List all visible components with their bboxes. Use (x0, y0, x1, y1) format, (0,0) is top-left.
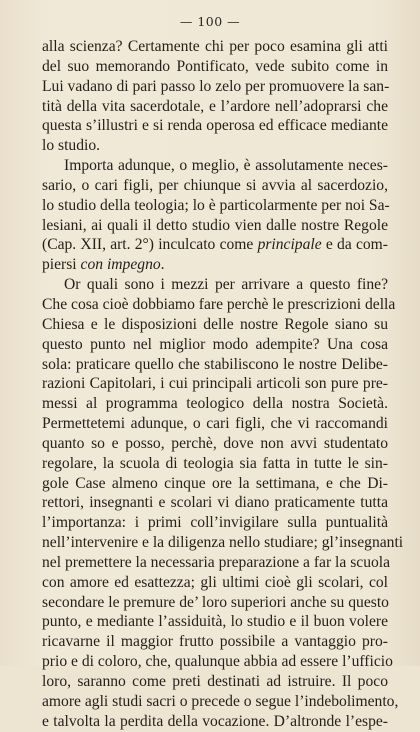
text-line: rettori, insegnanti e scolari vi diano praticamente tutta (42, 494, 388, 512)
page-number: — 100 — (179, 14, 241, 29)
text-line: Chiesa e le disposizioni delle nostre Regole siano su (42, 315, 388, 333)
text-line: Permettetemi adunque, o cari figli, che vi raccomandi (42, 415, 388, 433)
text-line: nel premettere la necessaria preparazione a far la scuola (42, 553, 391, 571)
text-line: lesiani, ai quali il detto studio vien dalle nostre Regole (42, 216, 388, 234)
text-line: sario, o cari figli, per chiunque si avvia al sacerdozio, (42, 176, 388, 194)
text-line: Che cosa cioè dobbiamo fare perchè le prescrizioni della (42, 295, 396, 313)
text-run: piersi (42, 256, 81, 274)
text-line: messi al programma teologico della nostra Società. (42, 395, 388, 413)
italic-term: con impegno (80, 256, 161, 274)
text-line: del suo memorando Pontificato, vede subito come in (42, 57, 388, 75)
text-line: quanto so e posso, perchè, dove non avvi studentato (42, 434, 388, 452)
text-line: prio e di coloro, che, qualunque abbia ad essere l’ufficio (42, 653, 393, 671)
text-line: questo punto nel miglior modo adempite? Una cosa (42, 335, 388, 353)
text-line: lo studio. (42, 137, 101, 155)
text-line: lo studio della teologia; lo è particolarmente per noi Sa- (42, 196, 390, 214)
text-line: Lui vadano di pari passo lo zelo per promuovere la san- (42, 77, 390, 95)
text-line: amore agli studi sacri o precede o segue l’indebolimento, (42, 692, 399, 710)
text-run: . (160, 256, 165, 274)
body-text (42, 37, 404, 732)
text-line: questa s’illustri e si renda operosa ed efficace mediante (42, 117, 388, 135)
text-line: l’importanza: i primi coll’invigilare sulla puntualità (42, 514, 388, 532)
text-line: con amore ed esattezza; gli ultimi cioè gli scolari, col (42, 573, 388, 591)
text-line: tità della vita sacerdotale, e l’ardore nell’adoprarsi che (42, 97, 388, 115)
text-line: alla scienza? Certamente chi per poco esamina gli atti (42, 38, 388, 55)
text-line: gole Case almeno cinque ore la settimana, e che Di- (42, 474, 388, 492)
text-line-mixed (42, 255, 388, 275)
text-line: loro, saranno come preti destinati ad istruire. Il poco (42, 673, 388, 690)
text-line: nell’intervenire e la diligenza nello studiare; gl’insegnanti (42, 534, 404, 552)
text-line: Or quali sono i mezzi per arrivare a questo fine? (64, 276, 388, 294)
text-line-mixed (42, 235, 388, 255)
text-run: e da com- (321, 236, 389, 254)
text-line: e talvolta la perdita della vocazione. D’altronde l’espe- (42, 712, 388, 730)
text-line: ricavarne il maggior frutto possibile a vantaggio pro- (42, 633, 388, 651)
italic-term: principale (257, 236, 322, 254)
text-line: Importa adunque, o meglio, è assolutamente neces- (64, 157, 388, 175)
text-line: razioni Capitolari, i cui principali articoli son pure pre- (42, 375, 388, 393)
text-line: sola: praticare quello che stabiliscono le nostre Delibe- (42, 355, 388, 373)
text-run: (Cap. XII, art. 2°) inculcato come (42, 236, 258, 254)
text-line: regolare, la scuola di teologia sia fatta in tutte le sin- (42, 454, 388, 472)
text-line: secondare le premure de’ loro superiori anche su questo (42, 593, 389, 611)
text-line: punto, e mediante l’assiduità, lo studio e il buon volere (42, 613, 388, 631)
